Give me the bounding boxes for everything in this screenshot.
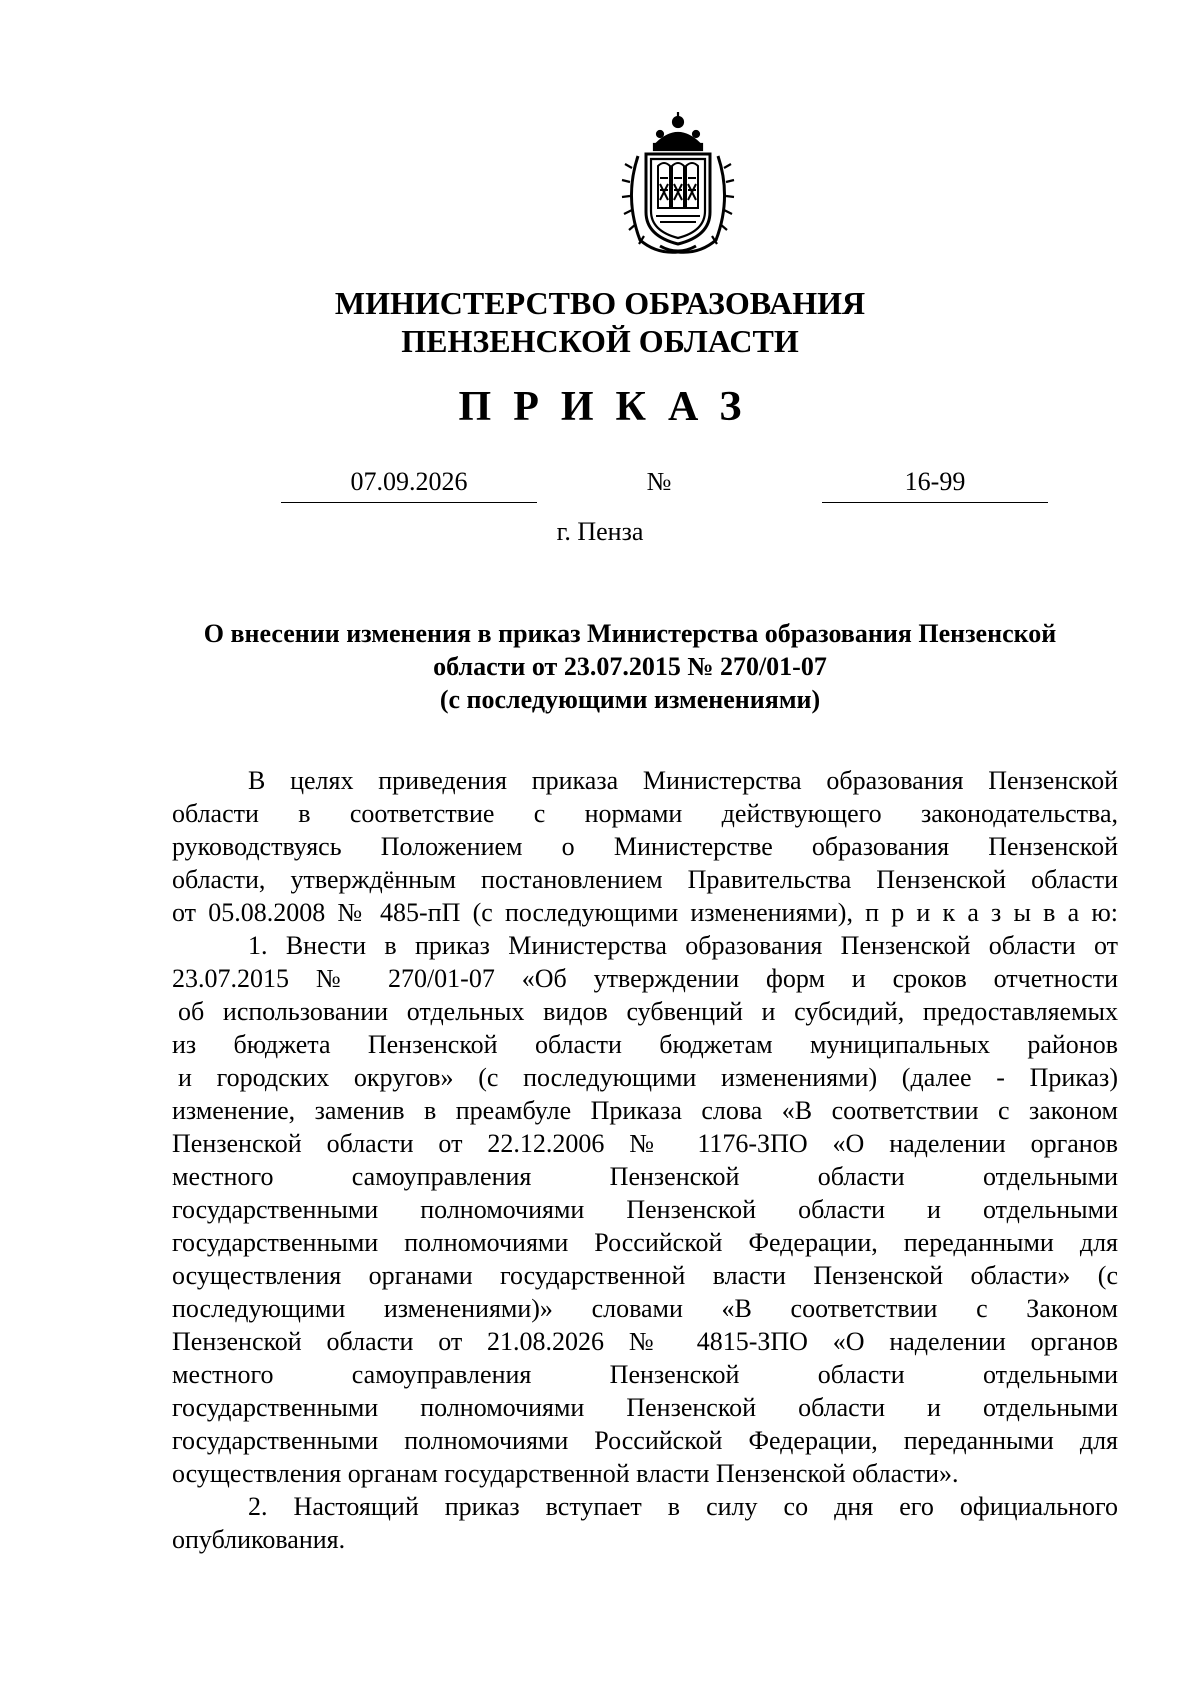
body-line: государственными полномочиями Российской Федерации, переданными для <box>172 1426 1118 1455</box>
body-line: области в соответствие с нормами действующего законодательства, <box>172 799 1118 828</box>
body-line: и городских округов» (с последующими изменениями) (далее - Приказ) <box>178 1063 1118 1092</box>
subject-line: О внесении изменения в приказ Министерства образования Пензенской <box>203 619 1057 648</box>
body-line: от 05.08.2008 № 485-пП (с последующими изменениями), п р и к а з ы в а ю: <box>172 898 1118 927</box>
order-body <box>172 764 1118 1556</box>
body-line: государственными полномочиями Пензенской области и отдельными <box>172 1393 1118 1422</box>
number-sign: № <box>646 467 672 496</box>
body-line: Пензенской области от 21.08.2026 № 4815-ЗПО «О наделении органов <box>172 1327 1118 1356</box>
body-line: области, утверждённым постановлением Правительства Пензенской области <box>172 865 1118 894</box>
subject-line: (с последующими изменениями) <box>439 685 821 714</box>
body-line: государственными полномочиями Российской Федерации, переданными для <box>172 1228 1118 1257</box>
body-line: изменение, заменив в преамбуле Приказа слова «В соответствии с законом <box>172 1096 1118 1125</box>
organization-name-line1: МИНИСТЕРСТВО ОБРАЗОВАНИЯ <box>334 285 866 321</box>
body-line: осуществления органам государственной власти Пензенской области». <box>172 1459 959 1488</box>
penza-region-coat-of-arms-icon <box>620 108 736 256</box>
body-line: из бюджета Пензенской области бюджетам муниципальных районов <box>172 1030 1118 1059</box>
body-line: В целях приведения приказа Министерства образования Пензенской <box>248 766 1118 795</box>
document-number: 16-99 <box>822 466 1048 503</box>
organization-name-line2: ПЕНЗЕНСКОЙ ОБЛАСТИ <box>401 323 799 359</box>
body-line: об использовании отдельных видов субвенций и субсидий, предоставляемых <box>178 997 1118 1026</box>
body-line: государственными полномочиями Пензенской области и отдельными <box>172 1195 1118 1224</box>
document-type-title: ПРИКАЗ <box>458 384 764 430</box>
body-line: опубликования. <box>172 1525 346 1554</box>
body-line: 2. Настоящий приказ вступает в силу со дня его официального <box>248 1492 1118 1521</box>
body-line: 23.07.2015 № 270/01-07 «Об утверждении форм и сроков отчетности <box>172 964 1118 993</box>
body-line: руководствуясь Положением о Министерстве образования Пензенской <box>172 832 1118 861</box>
document-city: г. Пенза <box>556 517 644 546</box>
body-line: последующими изменениями)» словами «В соответствии с Законом <box>172 1294 1118 1323</box>
body-line: местного самоуправления Пензенской области отдельными <box>172 1360 1118 1389</box>
subject-line: области от 23.07.2015 № 270/01-07 <box>433 652 827 681</box>
body-line: местного самоуправления Пензенской области отдельными <box>172 1162 1118 1191</box>
body-line: осуществления органами государственной власти Пензенской области» (с <box>172 1261 1118 1290</box>
document-date: 07.09.2026 <box>281 466 537 503</box>
body-line: Пензенской области от 22.12.2006 № 1176-ЗПО «О наделении органов <box>172 1129 1118 1158</box>
body-line: 1. Внести в приказ Министерства образования Пензенской области от <box>248 931 1118 960</box>
